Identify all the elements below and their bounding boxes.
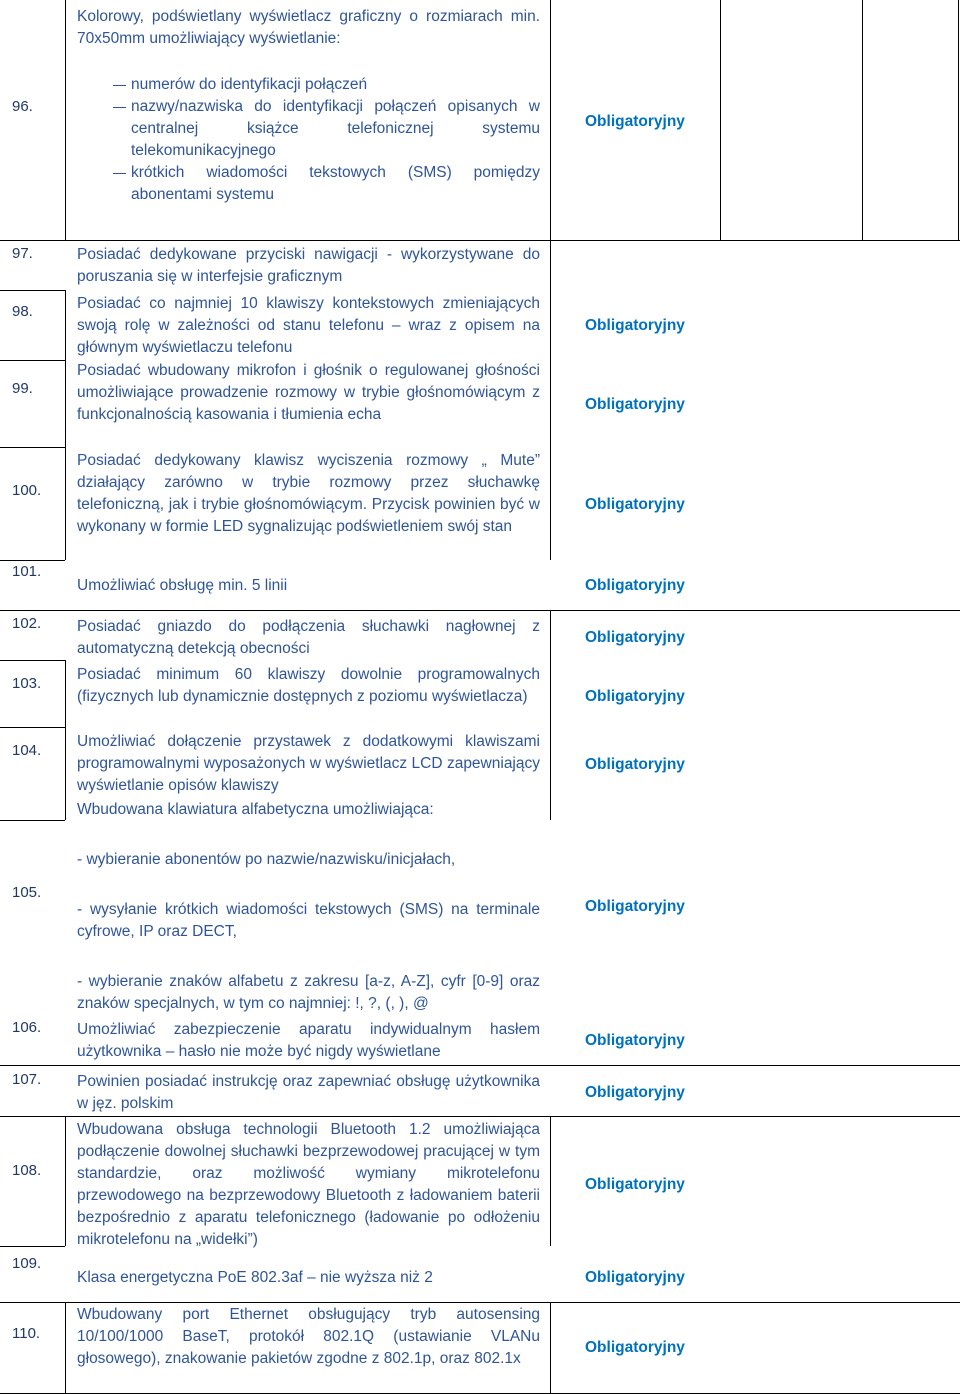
requirement-badge: Obligatoryjny bbox=[585, 1032, 685, 1049]
row-number: 96. bbox=[12, 98, 33, 115]
requirement-badge: Obligatoryjny bbox=[585, 113, 685, 130]
requirement-badge: Obligatoryjny bbox=[585, 496, 685, 513]
row-number: 97. bbox=[12, 245, 33, 262]
description-intro: Wbudowana klawiatura alfabetyczna umożliwiająca: bbox=[77, 801, 434, 818]
row-description: Powinien posiadać instrukcję oraz zapewniać obsługę użytkownika w jęz. polskim bbox=[77, 1073, 540, 1112]
requirement-badge: Obligatoryjny bbox=[585, 577, 685, 594]
requirement-badge: Obligatoryjny bbox=[585, 756, 685, 773]
row-number: 100. bbox=[12, 482, 42, 499]
row-number: 104. bbox=[12, 742, 42, 759]
row-description: Posiadać co najmniej 10 klawiszy kontekstowych zmieniających swoją rolę w zależności od stanu telefonu – wraz z opisem na głównym wyświetlaczu telefonu bbox=[77, 295, 540, 356]
row-description: Posiadać gniazdo do podłączenia słuchawki nagłownej z automatyczną detekcją obecności bbox=[77, 618, 540, 657]
row-description: Wbudowana obsługa technologii Bluetooth 1.2 umożliwiająca podłączenie dowolnej słuchawki bezprzewodowej pracującej w tym standardzie, oraz możliwość wymiany mikrotelefonu przewodowego na bezprzewodowy Bluetooth z ładowaniem baterii bezpośrednio z aparatu telefonicznego (ładowanie po odłożeniu mikrotelefonu na „widełki”) bbox=[77, 1121, 540, 1248]
requirement-badge: Obligatoryjny bbox=[585, 688, 685, 705]
requirement-badge: Obligatoryjny bbox=[585, 317, 685, 334]
row-description: Posiadać minimum 60 klawiszy dowolnie programowalnych (fizycznych lub dynamicznie dostępnych z poziomu wyświetlacza) bbox=[77, 666, 540, 705]
row-number: 109. bbox=[12, 1255, 42, 1272]
requirement-badge: Obligatoryjny bbox=[585, 629, 685, 646]
row-description bbox=[77, 799, 540, 1015]
requirement-badge: Obligatoryjny bbox=[585, 1339, 685, 1356]
row-description: Umożliwiać dołączenie przystawek z dodatkowymi klawiszami programowalnymi wyposażonych w wyświetlacz LCD zapewniający wyświetlanie opisów klawiszy bbox=[77, 733, 540, 794]
requirement-badge: Obligatoryjny bbox=[585, 1084, 685, 1101]
list-item: numerów do identyfikacji połączeń bbox=[77, 74, 540, 96]
requirement-badge: Obligatoryjny bbox=[585, 898, 685, 915]
requirement-badge: Obligatoryjny bbox=[585, 1176, 685, 1193]
row-description: Umożliwiać obsługę min. 5 linii bbox=[77, 577, 288, 594]
row-number: 106. bbox=[12, 1019, 42, 1036]
row-number: 105. bbox=[12, 884, 42, 901]
row-number: 101. bbox=[12, 563, 42, 580]
row-description bbox=[77, 6, 540, 206]
row-description: Posiadać dedykowany klawisz wyciszenia rozmowy „ Mute” działający zarówno w trybie rozmowy przez słuchawkę telefoniczną, jak i trybie głośnomówiącym. Przycisk powinien być w wykonany w formie LED sygnalizując podświetleniem swój stan bbox=[77, 452, 540, 535]
row-description: Posiadać dedykowane przyciski nawigacji - wykorzystywane do poruszania się w interfejsie graficznym bbox=[77, 246, 540, 285]
row-number: 103. bbox=[12, 675, 42, 692]
list-item: krótkich wiadomości tekstowych (SMS) pomiędzy abonentami systemu bbox=[77, 162, 540, 206]
row-description: Wbudowany port Ethernet obsługujący tryb autosensing 10/100/1000 BaseT, protokół 802.1Q (ustawianie VLANu głosowego), znakowanie pakietów zgodne z 802.1p, oraz 802.1x bbox=[77, 1306, 540, 1367]
requirement-badge: Obligatoryjny bbox=[585, 396, 685, 413]
row-description: Posiadać wbudowany mikrofon i głośnik o regulowanej głośności umożliwiające prowadzenie rozmowy w trybie głośnomówiącym z funkcjonalnością kasowania i tłumienia echa bbox=[77, 362, 540, 423]
row-number: 108. bbox=[12, 1162, 42, 1179]
row-number: 102. bbox=[12, 615, 42, 632]
list-item: - wybieranie znaków alfabetu z zakresu [a-z, A-Z], cyfr [0-9] oraz znaków specjalnych, w tym co najmniej: !, ?, (, ), @ bbox=[77, 973, 540, 1012]
row-description: Umożliwiać zabezpieczenie aparatu indywidualnym hasłem użytkownika – hasło nie może być nigdy wyświetlane bbox=[77, 1021, 540, 1060]
row-description: Klasa energetyczna PoE 802.3af – nie wyższa niż 2 bbox=[77, 1269, 433, 1286]
row-number: 99. bbox=[12, 380, 33, 397]
list-item: - wysyłanie krótkich wiadomości tekstowych (SMS) na terminale cyfrowe, IP oraz DECT, bbox=[77, 901, 540, 940]
row-number: 98. bbox=[12, 303, 33, 320]
requirement-badge: Obligatoryjny bbox=[585, 1269, 685, 1286]
row-number: 107. bbox=[12, 1071, 42, 1088]
list-item: - wybieranie abonentów po nazwie/nazwisku/inicjałach, bbox=[77, 851, 456, 868]
description-intro: Kolorowy, podświetlany wyświetlacz graficzny o rozmiarach min. 70x50mm umożliwiający wyświetlanie: bbox=[77, 8, 540, 47]
row-number: 110. bbox=[12, 1325, 41, 1342]
list-item: nazwy/nazwiska do identyfikacji połączeń opisanych w centralnej książce telefonicznej systemu telekomunikacyjnego bbox=[77, 96, 540, 162]
